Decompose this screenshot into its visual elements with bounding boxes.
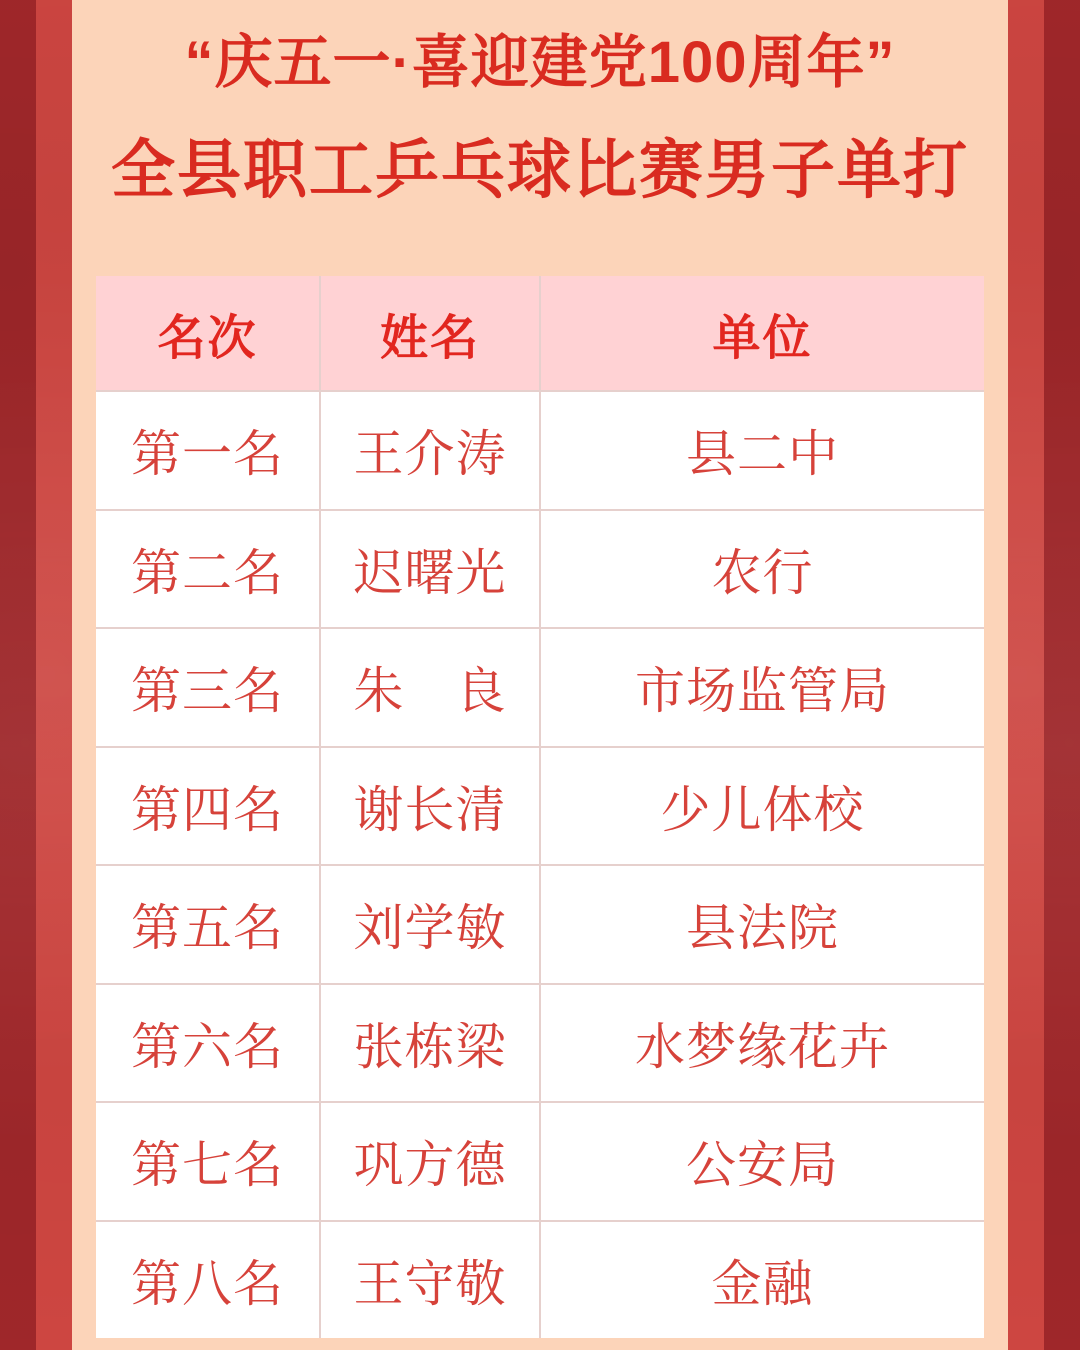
- frame-right-outer-band: [1044, 0, 1080, 1350]
- frame-left-outer-band: [0, 0, 36, 1350]
- unit-cell: 水梦缘花卉: [541, 985, 984, 1102]
- rank-cell: 第六名: [96, 985, 319, 1102]
- unit-cell: 县法院: [541, 866, 984, 983]
- column-header-unit: 单位: [541, 276, 984, 390]
- rank-cell: 第二名: [96, 511, 319, 628]
- frame-right-inner-band: [1008, 0, 1044, 1350]
- name-cell: 张栋梁: [321, 985, 539, 1102]
- title-line-1: “庆五一·喜迎建党100周年”: [184, 30, 896, 95]
- unit-cell: 县二中: [541, 392, 984, 509]
- rank-cell: 第三名: [96, 629, 319, 746]
- frame-left-inner-band: [36, 0, 72, 1350]
- rank-cell: 第七名: [96, 1103, 319, 1220]
- name-cell: 王介涛: [321, 392, 539, 509]
- name-cell: 迟曙光: [321, 511, 539, 628]
- unit-cell: 金融: [541, 1222, 984, 1339]
- name-cell: 朱 良: [321, 629, 539, 746]
- title-line-2: 全县职工乒乓球比赛男子单打: [111, 133, 969, 206]
- poster-title: [72, 0, 1008, 205]
- rank-cell: 第一名: [96, 392, 319, 509]
- unit-cell: 市场监管局: [541, 629, 984, 746]
- name-cell: 巩方德: [321, 1103, 539, 1220]
- unit-cell: 公安局: [541, 1103, 984, 1220]
- unit-cell: 少儿体校: [541, 748, 984, 865]
- name-cell: 刘学敏: [321, 866, 539, 983]
- column-header-name: 姓名: [321, 276, 539, 390]
- rank-cell: 第四名: [96, 748, 319, 865]
- results-table: [96, 276, 984, 1338]
- rank-cell: 第八名: [96, 1222, 319, 1339]
- column-header-rank: 名次: [96, 276, 319, 390]
- name-cell: 王守敬: [321, 1222, 539, 1339]
- unit-cell: 农行: [541, 511, 984, 628]
- name-cell: 谢长清: [321, 748, 539, 865]
- rank-cell: 第五名: [96, 866, 319, 983]
